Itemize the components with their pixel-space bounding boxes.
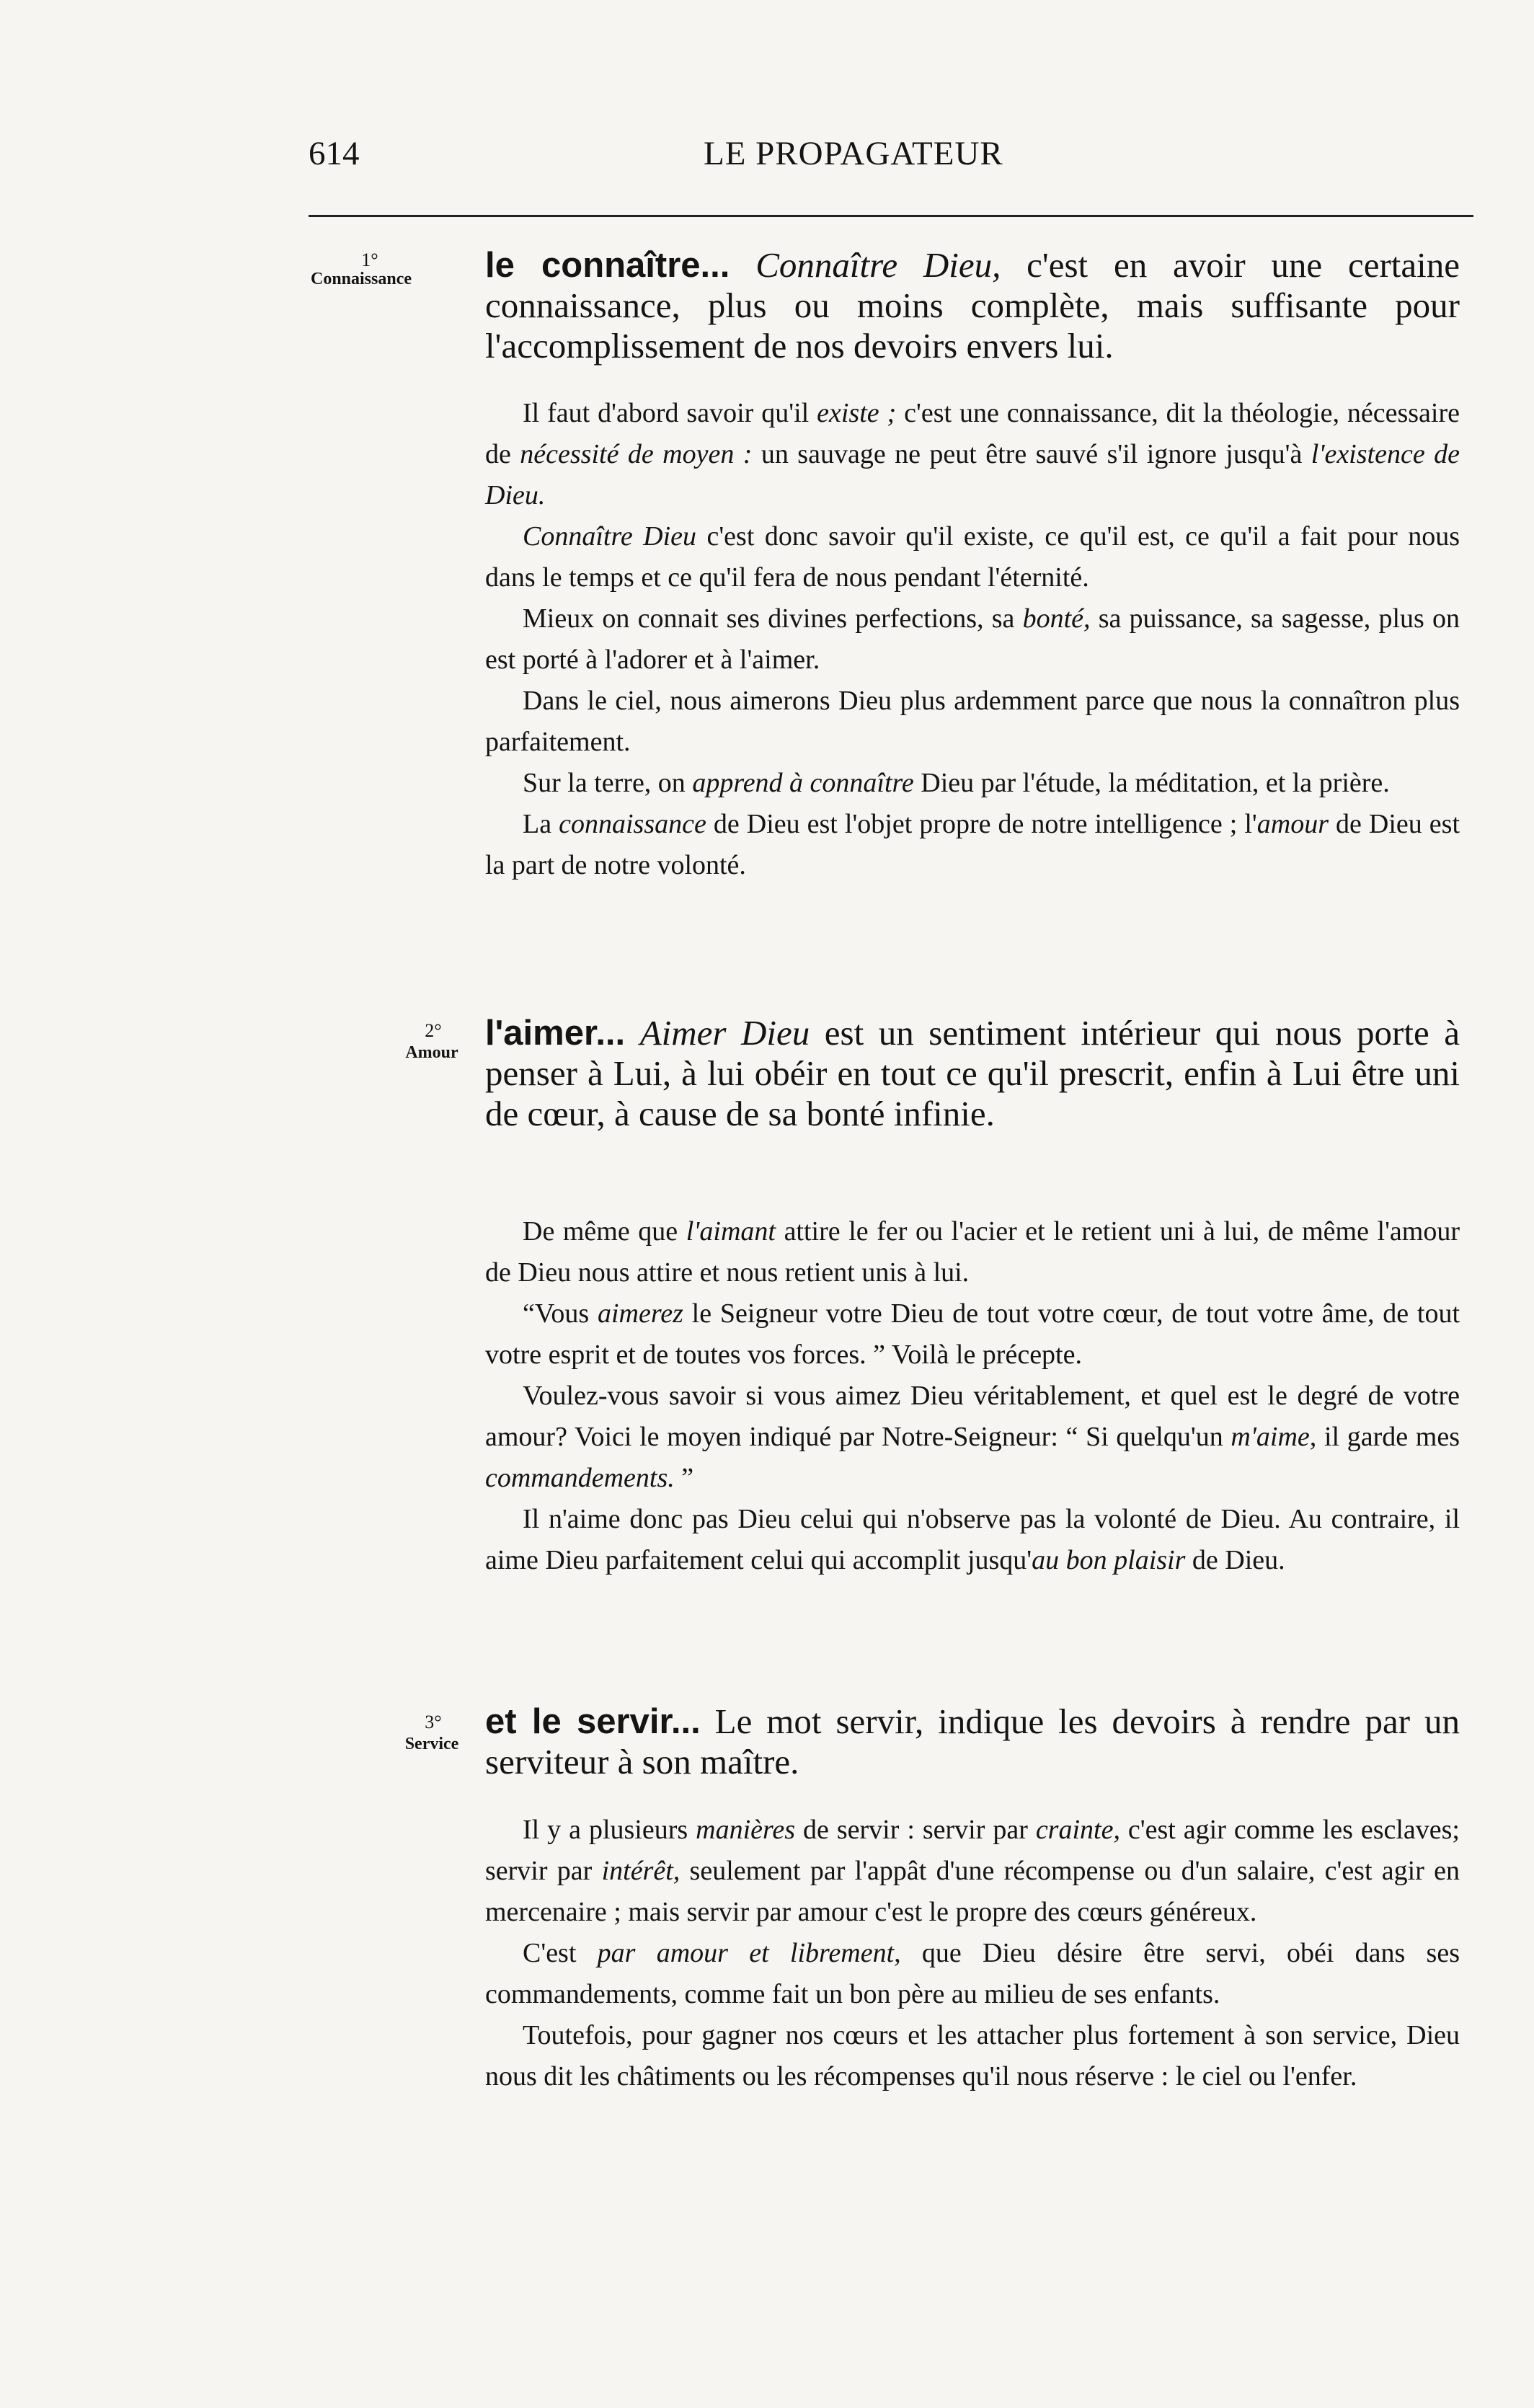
lead-text: Le mot servir, indique les devoirs à rendre par un serviteur à son maître. <box>485 1701 1460 1781</box>
paragraph: Voulez-vous savoir si vous aimez Dieu véritablement, et quel est le degré de votre amour? Voici le moyen indiqué par Notre-Seigneur: “ Si quelqu'un m'aime, il garde mes commandements. ” <box>485 1381 1460 1493</box>
section-side-label: Amour <box>405 1043 458 1062</box>
lead-keyword: le connaître... <box>485 246 730 285</box>
section-side-label: Service <box>404 1735 459 1753</box>
section-lead <box>485 245 1460 366</box>
section-amour-body <box>485 1211 1460 1581</box>
paragraph: Il y a plusieurs manières de servir : servir par crainte, c'est agir comme les esclaves; servir par intérêt, seulement par l'appât d'une récompense ou d'un salaire, c'est agir en mercenaire ; mais servir par amour c'est le propre des cœurs généreux. <box>485 1815 1460 1927</box>
paragraph: La connaissance de Dieu est l'objet propre de notre intelligence ; l'amour de Dieu est la part de notre volonté. <box>485 809 1460 880</box>
paragraph: Sur la terre, on apprend à connaître Dieu par l'étude, la méditation, et la prière. <box>523 768 1390 798</box>
section-lead <box>485 1013 1460 1134</box>
paragraph: C'est par amour et librement, que Dieu désire être servi, obéi dans ses commandements, comme fait un bon père au milieu de ses enfants. <box>485 1938 1460 2009</box>
paragraph: Il n'aime donc pas Dieu celui qui n'observe pas la volonté de Dieu. Au contraire, il aime Dieu parfaitement celui qui accomplit jusqu'au bon plaisir de Dieu. <box>485 1504 1460 1575</box>
section-number: 2° <box>425 1020 442 1041</box>
paragraph: Mieux on connait ses divines perfections, sa bonté, sa puissance, sa sagesse, plus on est porté à l'adorer et à l'aimer. <box>485 603 1460 675</box>
paragraph: Connaître Dieu c'est donc savoir qu'il existe, ce qu'il est, ce qu'il a fait pour nous dans le temps et ce qu'il fera de nous pendant l'éternité. <box>485 521 1460 593</box>
section-number: 3° <box>425 1712 442 1732</box>
paragraph: Toutefois, pour gagner nos cœurs et les attacher plus fortement à son service, Dieu nous dit les châtiments ou les récompenses qu'il nous réserve : le ciel ou l'enfer. <box>485 2020 1460 2091</box>
section-lead <box>485 1701 1460 1782</box>
section-number: 1° <box>361 249 378 270</box>
header-rule <box>309 215 1473 217</box>
section-connaissance-body <box>485 393 1460 886</box>
paragraph: De même que l'aimant attire le fer ou l'acier et le retient uni à lui, de même l'amour de Dieu nous attire et nous retient unis à lui. <box>485 1216 1460 1288</box>
section-service-body <box>485 1810 1460 2097</box>
running-title: LE PROPAGATEUR <box>704 135 1003 172</box>
paragraph: “Vous aimerez le Seigneur votre Dieu de tout votre cœur, de tout votre âme, de tout votre esprit et de toutes vos forces. ” Voilà le précepte. <box>485 1298 1460 1370</box>
lead-keyword: et le servir... <box>485 1702 701 1741</box>
section-amour <box>405 1013 1460 1134</box>
paragraph: Dans le ciel, nous aimerons Dieu plus ardemment parce que nous la connaîtron plus parfaitement. <box>485 686 1460 757</box>
section-connaissance <box>310 245 1460 366</box>
paragraph: Il faut d'abord savoir qu'il existe ; c'est une connaissance, dit la théologie, nécessaire de nécessité de moyen : un sauvage ne peut être sauvé s'il ignore jusqu'à l'existence de Dieu. <box>485 398 1460 510</box>
section-side-label: Connaissance <box>310 270 412 288</box>
page-header <box>309 134 1473 180</box>
lead-text: est un sentiment intérieur qui nous porte à penser à Lui, à lui obéir en tout ce qu'il prescrit, enfin à Lui être uni de cœur, à cause de sa bonté infinie. <box>485 1013 1460 1133</box>
page-number: 614 <box>309 135 360 172</box>
lead-text: c'est en avoir une certaine connaissance, plus ou moins complète, mais suffisante pour l'accomplissement de nos devoirs envers lui. <box>485 245 1460 366</box>
lead-italic: Aimer Dieu <box>639 1013 810 1053</box>
section-service <box>404 1701 1460 1782</box>
lead-italic: Connaître Dieu, <box>755 245 1001 285</box>
lead-keyword: l'aimer... <box>485 1014 626 1053</box>
